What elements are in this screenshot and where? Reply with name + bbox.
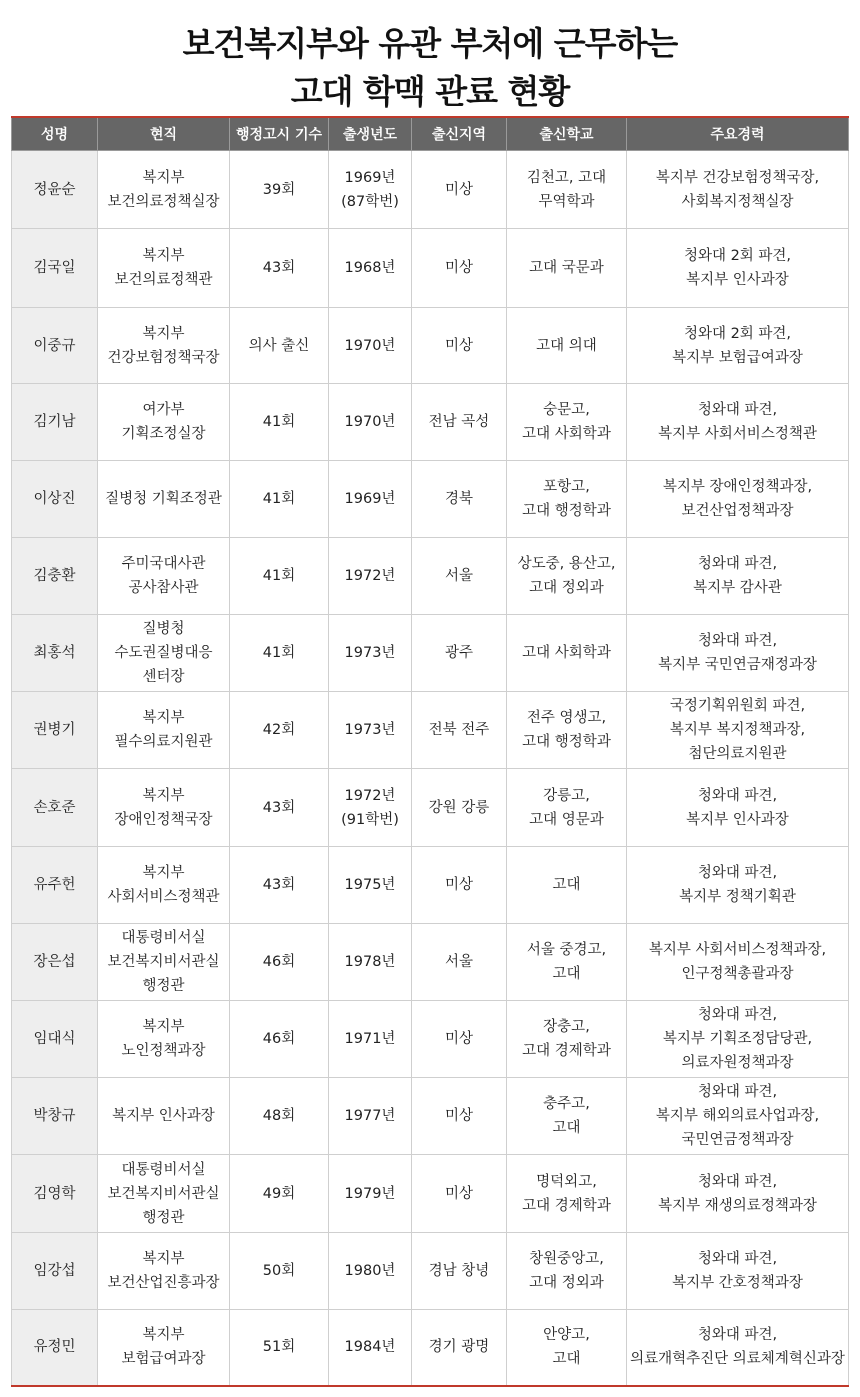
cell-hometown: 미상 [412, 308, 507, 384]
page-title [0, 20, 860, 116]
cell-hometown: 서울 [412, 538, 507, 615]
column-header-birth-year: 출생년도 [329, 117, 412, 151]
cell-school: 숭문고, 고대 사회학과 [507, 384, 627, 461]
cell-name: 박창규 [12, 1078, 98, 1155]
cell-career: 복지부 건강보험정책국장, 사회복지정책실장 [627, 151, 849, 229]
cell-hometown: 서울 [412, 924, 507, 1001]
cell-exam-class: 41회 [230, 538, 329, 615]
cell-hometown: 미상 [412, 229, 507, 308]
cell-position: 복지부 노인정책과장 [98, 1001, 230, 1078]
cell-hometown: 전북 전주 [412, 692, 507, 769]
officials-table [11, 116, 849, 1387]
table-row [12, 1155, 849, 1233]
cell-birth-year: 1978년 [329, 924, 412, 1001]
cell-hometown: 미상 [412, 847, 507, 924]
table-row [12, 1233, 849, 1310]
cell-hometown: 광주 [412, 615, 507, 692]
cell-school: 창원중앙고, 고대 정외과 [507, 1233, 627, 1310]
cell-birth-year: 1979년 [329, 1155, 412, 1233]
cell-exam-class: 50회 [230, 1233, 329, 1310]
cell-name: 손호준 [12, 769, 98, 847]
cell-career: 청와대 파견, 복지부 감사관 [627, 538, 849, 615]
cell-position: 복지부 보건의료정책실장 [98, 151, 230, 229]
column-header-position: 현직 [98, 117, 230, 151]
cell-name: 김영학 [12, 1155, 98, 1233]
cell-school: 명덕외고, 고대 경제학과 [507, 1155, 627, 1233]
cell-birth-year: 1980년 [329, 1233, 412, 1310]
cell-hometown: 전남 곡성 [412, 384, 507, 461]
cell-exam-class: 43회 [230, 229, 329, 308]
cell-exam-class: 46회 [230, 924, 329, 1001]
column-header-name: 성명 [12, 117, 98, 151]
cell-career: 청와대 파견, 복지부 간호정책과장 [627, 1233, 849, 1310]
cell-school: 전주 영생고, 고대 행정학과 [507, 692, 627, 769]
cell-exam-class: 43회 [230, 769, 329, 847]
cell-position: 대통령비서실 보건복지비서관실 행정관 [98, 924, 230, 1001]
cell-exam-class: 43회 [230, 847, 329, 924]
cell-exam-class: 51회 [230, 1310, 329, 1386]
cell-career: 청와대 2회 파견, 복지부 인사과장 [627, 229, 849, 308]
table-row [12, 924, 849, 1001]
cell-career: 복지부 사회서비스정책과장, 인구정책총괄과장 [627, 924, 849, 1001]
cell-birth-year: 1984년 [329, 1310, 412, 1386]
cell-exam-class: 46회 [230, 1001, 329, 1078]
cell-birth-year: 1969년 [329, 461, 412, 538]
cell-hometown: 강원 강릉 [412, 769, 507, 847]
cell-school: 서울 중경고, 고대 [507, 924, 627, 1001]
cell-school: 상도중, 용산고, 고대 정외과 [507, 538, 627, 615]
table-row [12, 769, 849, 847]
cell-name: 김기남 [12, 384, 98, 461]
cell-name: 정윤순 [12, 151, 98, 229]
cell-position: 복지부 건강보험정책국장 [98, 308, 230, 384]
cell-name: 권병기 [12, 692, 98, 769]
cell-school: 고대 의대 [507, 308, 627, 384]
cell-school: 장충고, 고대 경제학과 [507, 1001, 627, 1078]
cell-career: 복지부 장애인정책과장, 보건산업정책과장 [627, 461, 849, 538]
cell-name: 최홍석 [12, 615, 98, 692]
cell-birth-year: 1969년 (87학번) [329, 151, 412, 229]
cell-career: 청와대 파견, 복지부 인사과장 [627, 769, 849, 847]
table-header-row [12, 117, 849, 151]
cell-birth-year: 1977년 [329, 1078, 412, 1155]
cell-exam-class: 42회 [230, 692, 329, 769]
cell-birth-year: 1973년 [329, 692, 412, 769]
cell-exam-class: 48회 [230, 1078, 329, 1155]
cell-name: 이중규 [12, 308, 98, 384]
cell-school: 강릉고, 고대 영문과 [507, 769, 627, 847]
table-row [12, 384, 849, 461]
cell-name: 임강섭 [12, 1233, 98, 1310]
cell-career: 국정기획위원회 파견, 복지부 복지정책과장, 첨단의료지원관 [627, 692, 849, 769]
cell-name: 김충환 [12, 538, 98, 615]
cell-position: 복지부 보험급여과장 [98, 1310, 230, 1386]
table-row [12, 1078, 849, 1155]
column-header-exam-class: 행정고시 기수 [230, 117, 329, 151]
cell-position: 복지부 보건산업진흥과장 [98, 1233, 230, 1310]
table-row [12, 151, 849, 229]
table-row [12, 847, 849, 924]
cell-career: 청와대 파견, 복지부 정책기획관 [627, 847, 849, 924]
cell-exam-class: 41회 [230, 384, 329, 461]
table-row [12, 538, 849, 615]
cell-exam-class: 41회 [230, 461, 329, 538]
cell-position: 복지부 인사과장 [98, 1078, 230, 1155]
cell-school: 고대 국문과 [507, 229, 627, 308]
cell-career: 청와대 파견, 복지부 사회서비스정책관 [627, 384, 849, 461]
column-header-career: 주요경력 [627, 117, 849, 151]
cell-position: 복지부 장애인정책국장 [98, 769, 230, 847]
cell-hometown: 경남 창녕 [412, 1233, 507, 1310]
cell-exam-class: 의사 출신 [230, 308, 329, 384]
cell-position: 복지부 보건의료정책관 [98, 229, 230, 308]
cell-hometown: 미상 [412, 1078, 507, 1155]
column-header-hometown: 출신지역 [412, 117, 507, 151]
cell-career: 청와대 2회 파견, 복지부 보험급여과장 [627, 308, 849, 384]
table-row [12, 615, 849, 692]
cell-career: 청와대 파견, 복지부 해외의료사업과장, 국민연금정책과장 [627, 1078, 849, 1155]
title-line-2: 고대 학맥 관료 현황 [290, 72, 570, 111]
cell-career: 청와대 파견, 복지부 국민연금재정과장 [627, 615, 849, 692]
cell-position: 복지부 사회서비스정책관 [98, 847, 230, 924]
cell-career: 청와대 파견, 복지부 재생의료정책과장 [627, 1155, 849, 1233]
cell-position: 복지부 필수의료지원관 [98, 692, 230, 769]
cell-school: 김천고, 고대 무역학과 [507, 151, 627, 229]
cell-name: 김국일 [12, 229, 98, 308]
cell-position: 질병청 기획조정관 [98, 461, 230, 538]
cell-name: 임대식 [12, 1001, 98, 1078]
table-row [12, 1001, 849, 1078]
table-row [12, 308, 849, 384]
cell-school: 안양고, 고대 [507, 1310, 627, 1386]
column-header-school: 출신학교 [507, 117, 627, 151]
cell-hometown: 미상 [412, 1155, 507, 1233]
cell-birth-year: 1970년 [329, 384, 412, 461]
title-line-1: 보건복지부와 유관 부처에 근무하는 [182, 24, 678, 63]
cell-hometown: 미상 [412, 151, 507, 229]
table-row [12, 461, 849, 538]
cell-birth-year: 1972년 (91학번) [329, 769, 412, 847]
cell-birth-year: 1968년 [329, 229, 412, 308]
cell-school: 고대 [507, 847, 627, 924]
cell-school: 포항고, 고대 행정학과 [507, 461, 627, 538]
cell-birth-year: 1971년 [329, 1001, 412, 1078]
cell-name: 이상진 [12, 461, 98, 538]
cell-name: 유주헌 [12, 847, 98, 924]
table-row [12, 1310, 849, 1386]
cell-birth-year: 1975년 [329, 847, 412, 924]
cell-position: 질병청 수도권질병대응 센터장 [98, 615, 230, 692]
cell-position: 여가부 기획조정실장 [98, 384, 230, 461]
cell-hometown: 미상 [412, 1001, 507, 1078]
cell-birth-year: 1972년 [329, 538, 412, 615]
table-body [12, 151, 849, 1386]
cell-name: 장은섭 [12, 924, 98, 1001]
cell-exam-class: 39회 [230, 151, 329, 229]
cell-school: 고대 사회학과 [507, 615, 627, 692]
cell-career: 청와대 파견, 복지부 기획조정담당관, 의료자원정책과장 [627, 1001, 849, 1078]
cell-exam-class: 49회 [230, 1155, 329, 1233]
table-row [12, 229, 849, 308]
cell-school: 충주고, 고대 [507, 1078, 627, 1155]
cell-position: 주미국대사관 공사참사관 [98, 538, 230, 615]
cell-name: 유정민 [12, 1310, 98, 1386]
table-row [12, 692, 849, 769]
cell-hometown: 경북 [412, 461, 507, 538]
cell-hometown: 경기 광명 [412, 1310, 507, 1386]
cell-birth-year: 1970년 [329, 308, 412, 384]
cell-position: 대통령비서실 보건복지비서관실 행정관 [98, 1155, 230, 1233]
cell-exam-class: 41회 [230, 615, 329, 692]
cell-birth-year: 1973년 [329, 615, 412, 692]
cell-career: 청와대 파견, 의료개혁추진단 의료체계혁신과장 [627, 1310, 849, 1386]
